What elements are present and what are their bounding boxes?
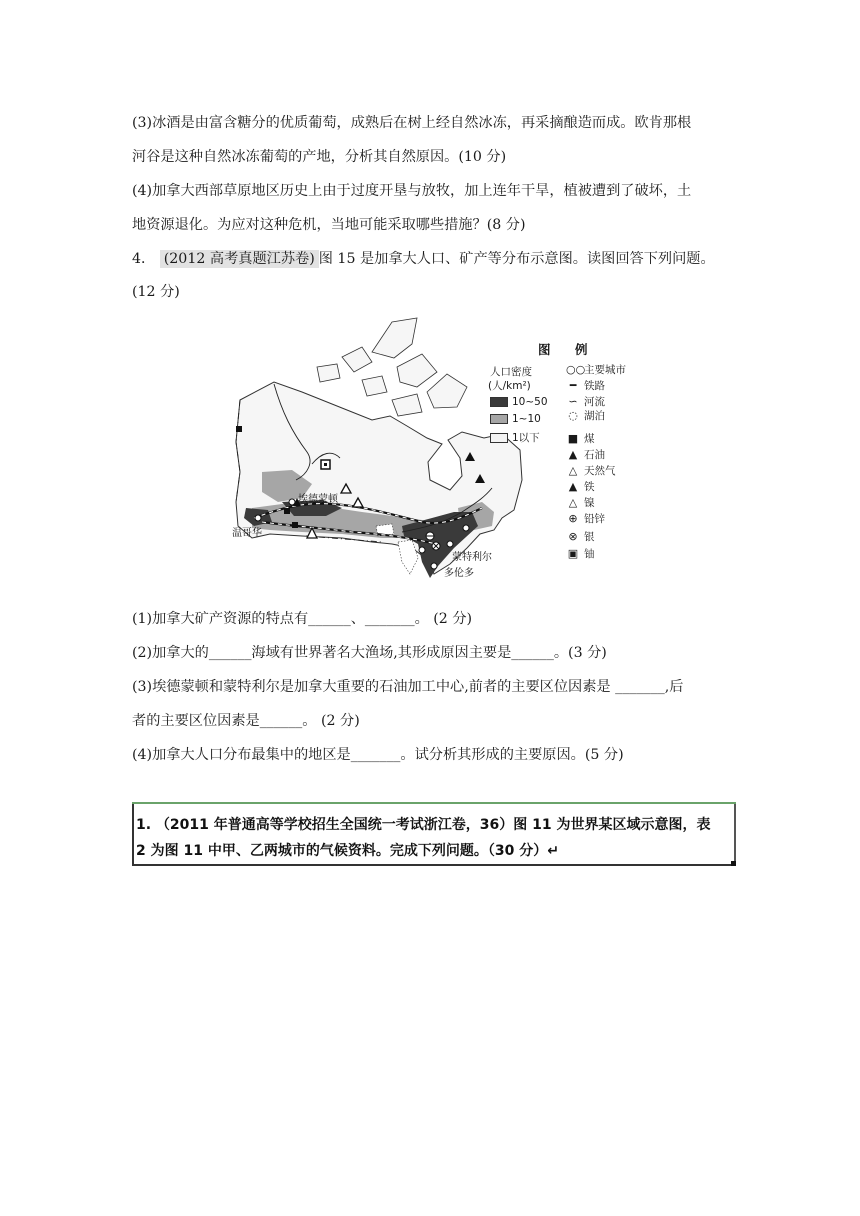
iron-icon: ▲: [568, 480, 578, 493]
label-montreal: 蒙特利尔: [452, 552, 492, 563]
problem4-heading: [132, 248, 715, 268]
legend-lead-zinc: ⊕ 铅锌: [566, 511, 605, 526]
q3-text-line1: (3)冰酒是由富含糖分的优质葡萄，成熟后在树上经自然冰冻，再采摘酿造而成。欧肯那根: [132, 115, 692, 131]
legend-major-city: ○○ 主要城市: [566, 363, 626, 376]
pasted-question-image: [132, 804, 736, 866]
resize-handle[interactable]: [731, 861, 736, 866]
problem4-score: (12 分): [132, 284, 180, 300]
snippet-line2: 2 为图 11 中甲、乙两城市的气候资料。完成下列问题。（30 分）↵: [136, 843, 559, 859]
city-vancouver-marker: [255, 515, 261, 521]
natural-gas-icon: △: [568, 464, 578, 477]
legend-railway: ━ 铁路: [566, 378, 605, 393]
legend-natural-gas: △ 天然气: [566, 463, 616, 478]
coal-site: [236, 426, 242, 432]
arctic-islands: [317, 318, 467, 416]
source-tag: (2012 高考真题江苏卷): [160, 250, 319, 268]
coal-site: [284, 508, 290, 514]
label-toronto: 多伦多: [444, 568, 474, 579]
legend-title: 图 例: [538, 342, 594, 357]
coal-icon: ■: [567, 432, 579, 445]
swatch-dark: [490, 397, 508, 407]
problem-number: 4．: [132, 251, 156, 267]
oil-icon: ▲: [568, 448, 578, 461]
density-title-1: 人口密度: [490, 366, 532, 378]
legend-coal: ■ 煤: [567, 432, 595, 445]
river-icon: ∽: [568, 395, 578, 408]
q4-text-line1: (4)加拿大西部草原地区历史上由于过度开垦与放牧，加上连年干旱，植被遭到了破坏，土: [132, 183, 692, 199]
silver-icon: ⊗: [568, 530, 578, 543]
city-toronto-marker: [431, 563, 437, 569]
subq-1: (1)加拿大矿产资源的特点有______、_______。 (2 分): [132, 611, 473, 627]
subq-2: (2)加拿大的______海域有世界著名大渔场,其形成原因主要是______。(3 分): [132, 645, 607, 661]
legend-nickel: △ 镍: [566, 495, 595, 510]
legend-density-high: 10~50: [490, 396, 548, 408]
q4-text-line2: 地资源退化。为应对这种危机，当地可能采取哪些措施？(8 分): [132, 217, 526, 233]
legend-river: ∽ 河流: [566, 394, 605, 409]
lake-icon: ◌: [568, 409, 578, 422]
nickel-icon: △: [568, 496, 578, 509]
q3-text-line2: 河谷是这种自然冰冻葡萄的产地，分析其自然原因。(10 分): [132, 149, 507, 165]
legend-uranium: ▣ 铀: [567, 547, 595, 560]
label-edmonton: 埃德蒙顿: [298, 494, 338, 505]
coal-site: [292, 522, 298, 528]
railway-icon: ━: [569, 379, 577, 392]
legend-oil: ▲ 石油: [566, 447, 605, 462]
problem-text: 图 15 是加拿大人口、矿产等分布示意图。读图回答下列问题。: [318, 251, 715, 267]
subq-3-line1: (3)埃德蒙顿和蒙特利尔是加拿大重要的石油加工中心,前者的主要区位因素是 _______,后: [132, 679, 684, 695]
legend-iron: ▲ 铁: [566, 479, 595, 494]
swatch-light: [490, 433, 508, 443]
subq-3-line2: 者的主要区位因素是______。 (2 分): [132, 713, 360, 729]
subq-4: (4)加拿大人口分布最集中的地区是_______。试分析其形成的主要原因。(5 分): [132, 747, 624, 763]
density-title-2: (人/km²): [488, 380, 531, 392]
legend-density-mid: 1~10: [490, 413, 541, 425]
legend-lake: ◌ 湖泊: [566, 408, 605, 423]
uranium-icon: ▣: [567, 547, 579, 560]
snippet-line1: 1. （2011 年普通高等学校招生全国统一考试浙江卷，36）图 11 为世界某区域示意图，表: [136, 817, 711, 833]
swatch-grey: [490, 414, 508, 424]
major-city-icon: ○○: [566, 363, 586, 376]
label-vancouver: 温哥华: [232, 528, 262, 539]
lead-zinc-icon: ⊕: [568, 512, 578, 525]
city-montreal-marker: [447, 541, 453, 547]
legend-density-low: 1以下: [490, 430, 540, 445]
legend-silver: ⊗ 银: [566, 529, 595, 544]
